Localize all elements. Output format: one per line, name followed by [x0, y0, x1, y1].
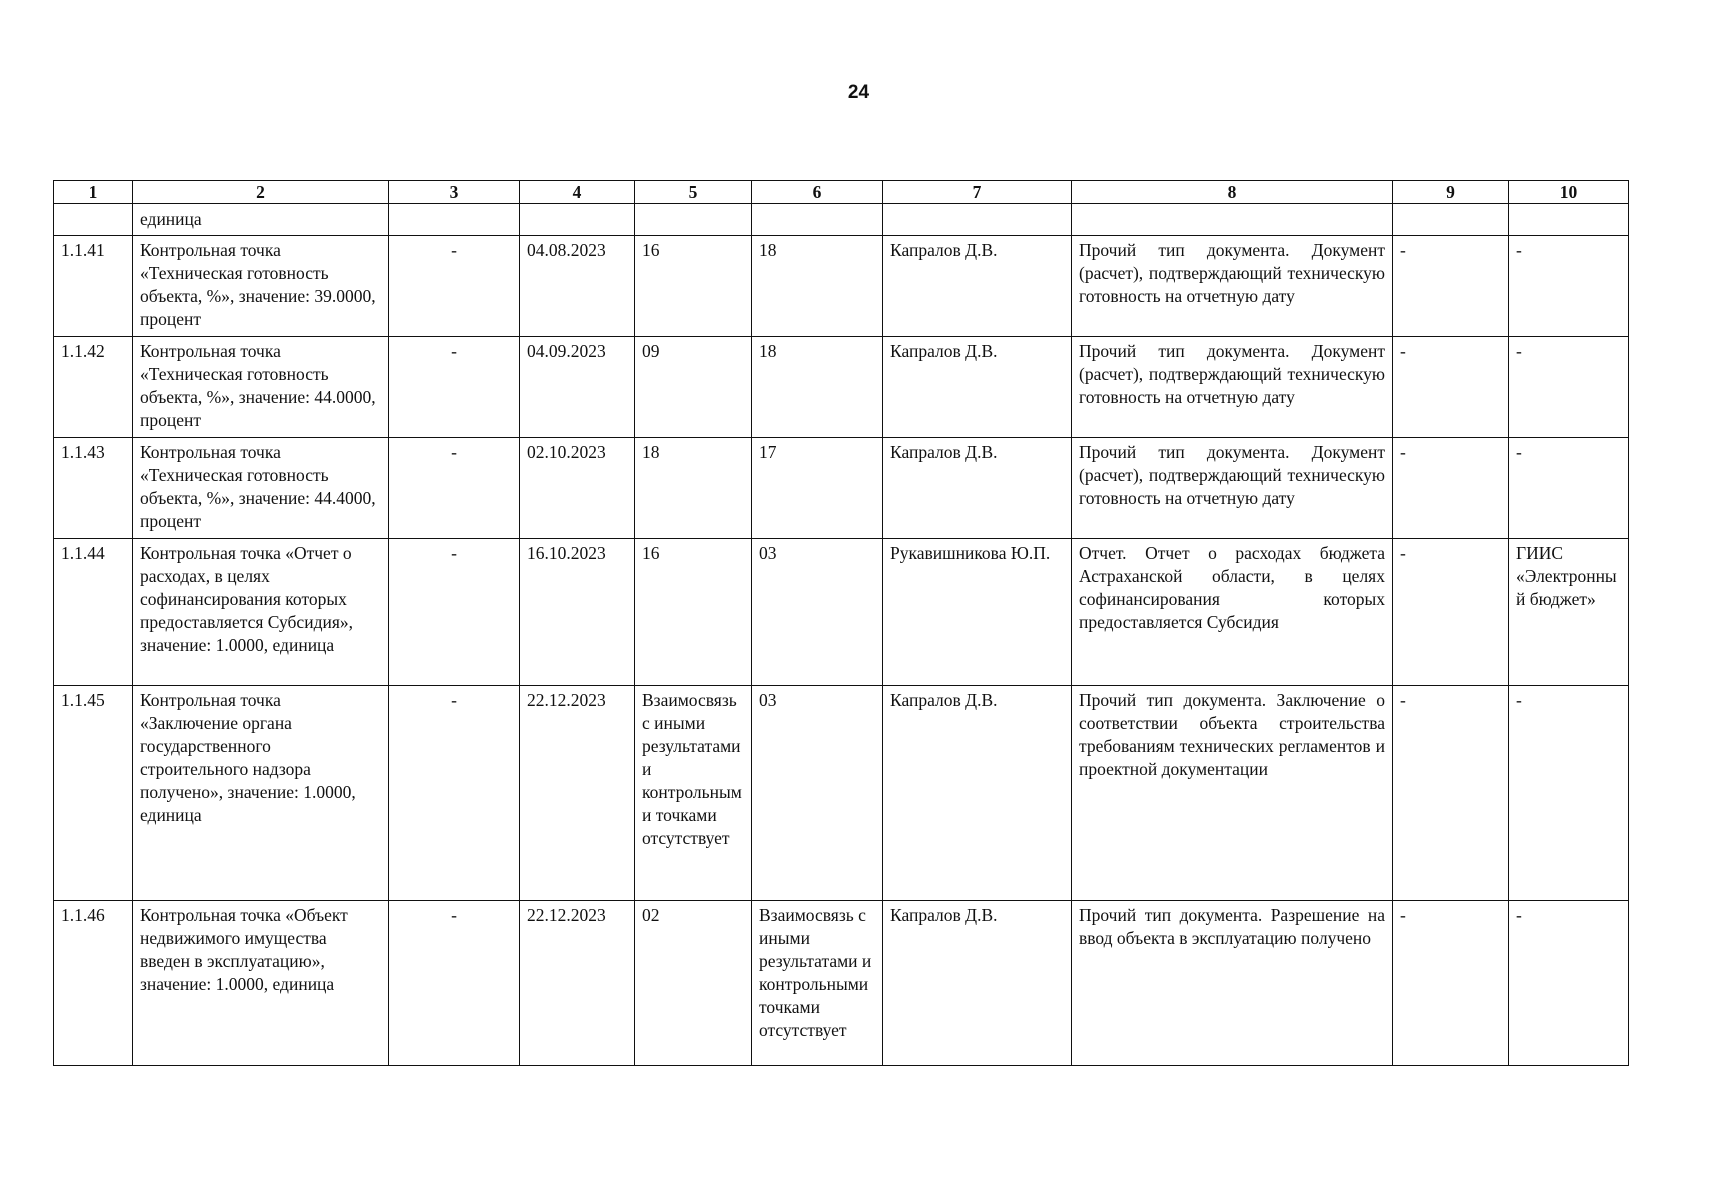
document-description: Прочий тип документа. Документ (расчет), подтверждающий техническую готовность на отчетную дату	[1072, 438, 1393, 539]
document-description: Прочий тип документа. Документ (расчет), подтверждающий техническую готовность на отчетную дату	[1072, 236, 1393, 337]
cell-col-5: 02	[635, 901, 752, 1066]
date-cell: 22.12.2023	[520, 901, 635, 1066]
cell-col-5: 16	[635, 539, 752, 686]
cell-col-5: 18	[635, 438, 752, 539]
row-id: 1.1.45	[54, 686, 133, 901]
column-header: 5	[635, 181, 752, 204]
information-system: -	[1509, 686, 1629, 901]
control-point-name: Контрольная точка «Отчет о расходах, в целях софинансирования которых предоставляется Субсидия», значение: 1.0000, единица	[133, 539, 389, 686]
date-cell: 04.08.2023	[520, 236, 635, 337]
table-row	[54, 337, 1629, 438]
date-cell: 16.10.2023	[520, 539, 635, 686]
row-id: 1.1.44	[54, 539, 133, 686]
cell-col-5: Взаимосвязь с иными результатами и контрольными точками отсутствует	[635, 686, 752, 901]
responsible-person: Капралов Д.В.	[883, 901, 1072, 1066]
cell-col-6: 03	[752, 539, 883, 686]
cell-col-5: 09	[635, 337, 752, 438]
table-row	[54, 901, 1629, 1066]
responsible-person: Рукавишникова Ю.П.	[883, 539, 1072, 686]
information-system: -	[1509, 901, 1629, 1066]
responsible-person: Капралов Д.В.	[883, 438, 1072, 539]
cell-col-6: 18	[752, 236, 883, 337]
cell-col-9: -	[1393, 438, 1509, 539]
cell-col-6: Взаимосвязь с иными результатами и контрольными точками отсутствует	[752, 901, 883, 1066]
control-points-table	[53, 180, 1629, 1066]
cell-col-9: -	[1393, 337, 1509, 438]
column-header: 2	[133, 181, 389, 204]
cell-col-6: 18	[752, 337, 883, 438]
control-point-name: Контрольная точка «Техническая готовность объекта, %», значение: 39.0000, процент	[133, 236, 389, 337]
cell-col-9: -	[1393, 901, 1509, 1066]
cell-col-3: -	[389, 539, 520, 686]
cell-col-3: -	[389, 337, 520, 438]
table-cell	[54, 204, 133, 236]
table-cell	[1393, 204, 1509, 236]
column-header: 1	[54, 181, 133, 204]
table-cell	[752, 204, 883, 236]
page-number: 24	[847, 82, 870, 103]
cell-col-6: 17	[752, 438, 883, 539]
cell-col-3: -	[389, 236, 520, 337]
column-header: 9	[1393, 181, 1509, 204]
column-header: 6	[752, 181, 883, 204]
continuation-row	[54, 204, 1629, 236]
information-system: ГИИС «Электронный бюджет»	[1509, 539, 1629, 686]
date-cell: 22.12.2023	[520, 686, 635, 901]
row-id: 1.1.41	[54, 236, 133, 337]
cell-col-3: -	[389, 438, 520, 539]
cell-col-9: -	[1393, 686, 1509, 901]
date-cell: 04.09.2023	[520, 337, 635, 438]
cell-col-6: 03	[752, 686, 883, 901]
responsible-person: Капралов Д.В.	[883, 686, 1072, 901]
document-description: Прочий тип документа. Документ (расчет), подтверждающий техническую готовность на отчетную дату	[1072, 337, 1393, 438]
continuation-text: единица	[133, 204, 389, 236]
cell-col-5: 16	[635, 236, 752, 337]
row-id: 1.1.46	[54, 901, 133, 1066]
table-cell	[1509, 204, 1629, 236]
cell-col-3: -	[389, 901, 520, 1066]
table-cell	[635, 204, 752, 236]
table-cell	[883, 204, 1072, 236]
control-point-name: Контрольная точка «Техническая готовность объекта, %», значение: 44.0000, процент	[133, 337, 389, 438]
table-row	[54, 438, 1629, 539]
table-row	[54, 686, 1629, 901]
row-id: 1.1.42	[54, 337, 133, 438]
information-system: -	[1509, 236, 1629, 337]
table-row	[54, 236, 1629, 337]
control-point-name: Контрольная точка «Техническая готовность объекта, %», значение: 44.4000, процент	[133, 438, 389, 539]
column-header: 7	[883, 181, 1072, 204]
cell-col-9: -	[1393, 236, 1509, 337]
table-cell	[520, 204, 635, 236]
column-header: 10	[1509, 181, 1629, 204]
row-id: 1.1.43	[54, 438, 133, 539]
control-point-name: Контрольная точка «Заключение органа государственного строительного надзора получено», значение: 1.0000, единица	[133, 686, 389, 901]
control-point-name: Контрольная точка «Объект недвижимого имущества введен в эксплуатацию», значение: 1.0000, единица	[133, 901, 389, 1066]
responsible-person: Капралов Д.В.	[883, 337, 1072, 438]
information-system: -	[1509, 438, 1629, 539]
information-system: -	[1509, 337, 1629, 438]
document-description: Прочий тип документа. Разрешение на ввод объекта в эксплуатацию получено	[1072, 901, 1393, 1066]
table-cell	[389, 204, 520, 236]
cell-col-9: -	[1393, 539, 1509, 686]
date-cell: 02.10.2023	[520, 438, 635, 539]
column-header: 4	[520, 181, 635, 204]
responsible-person: Капралов Д.В.	[883, 236, 1072, 337]
column-header: 8	[1072, 181, 1393, 204]
cell-col-3: -	[389, 686, 520, 901]
document-description: Прочий тип документа. Заключение о соответствии объекта строительства требованиям технических регламентов и проектной документации	[1072, 686, 1393, 901]
document-description: Отчет. Отчет о расходах бюджета Астраханской области, в целях софинансирования которых предоставляется Субсидия	[1072, 539, 1393, 686]
table-row	[54, 539, 1629, 686]
column-header: 3	[389, 181, 520, 204]
table-cell	[1072, 204, 1393, 236]
column-number-row	[54, 181, 1629, 204]
